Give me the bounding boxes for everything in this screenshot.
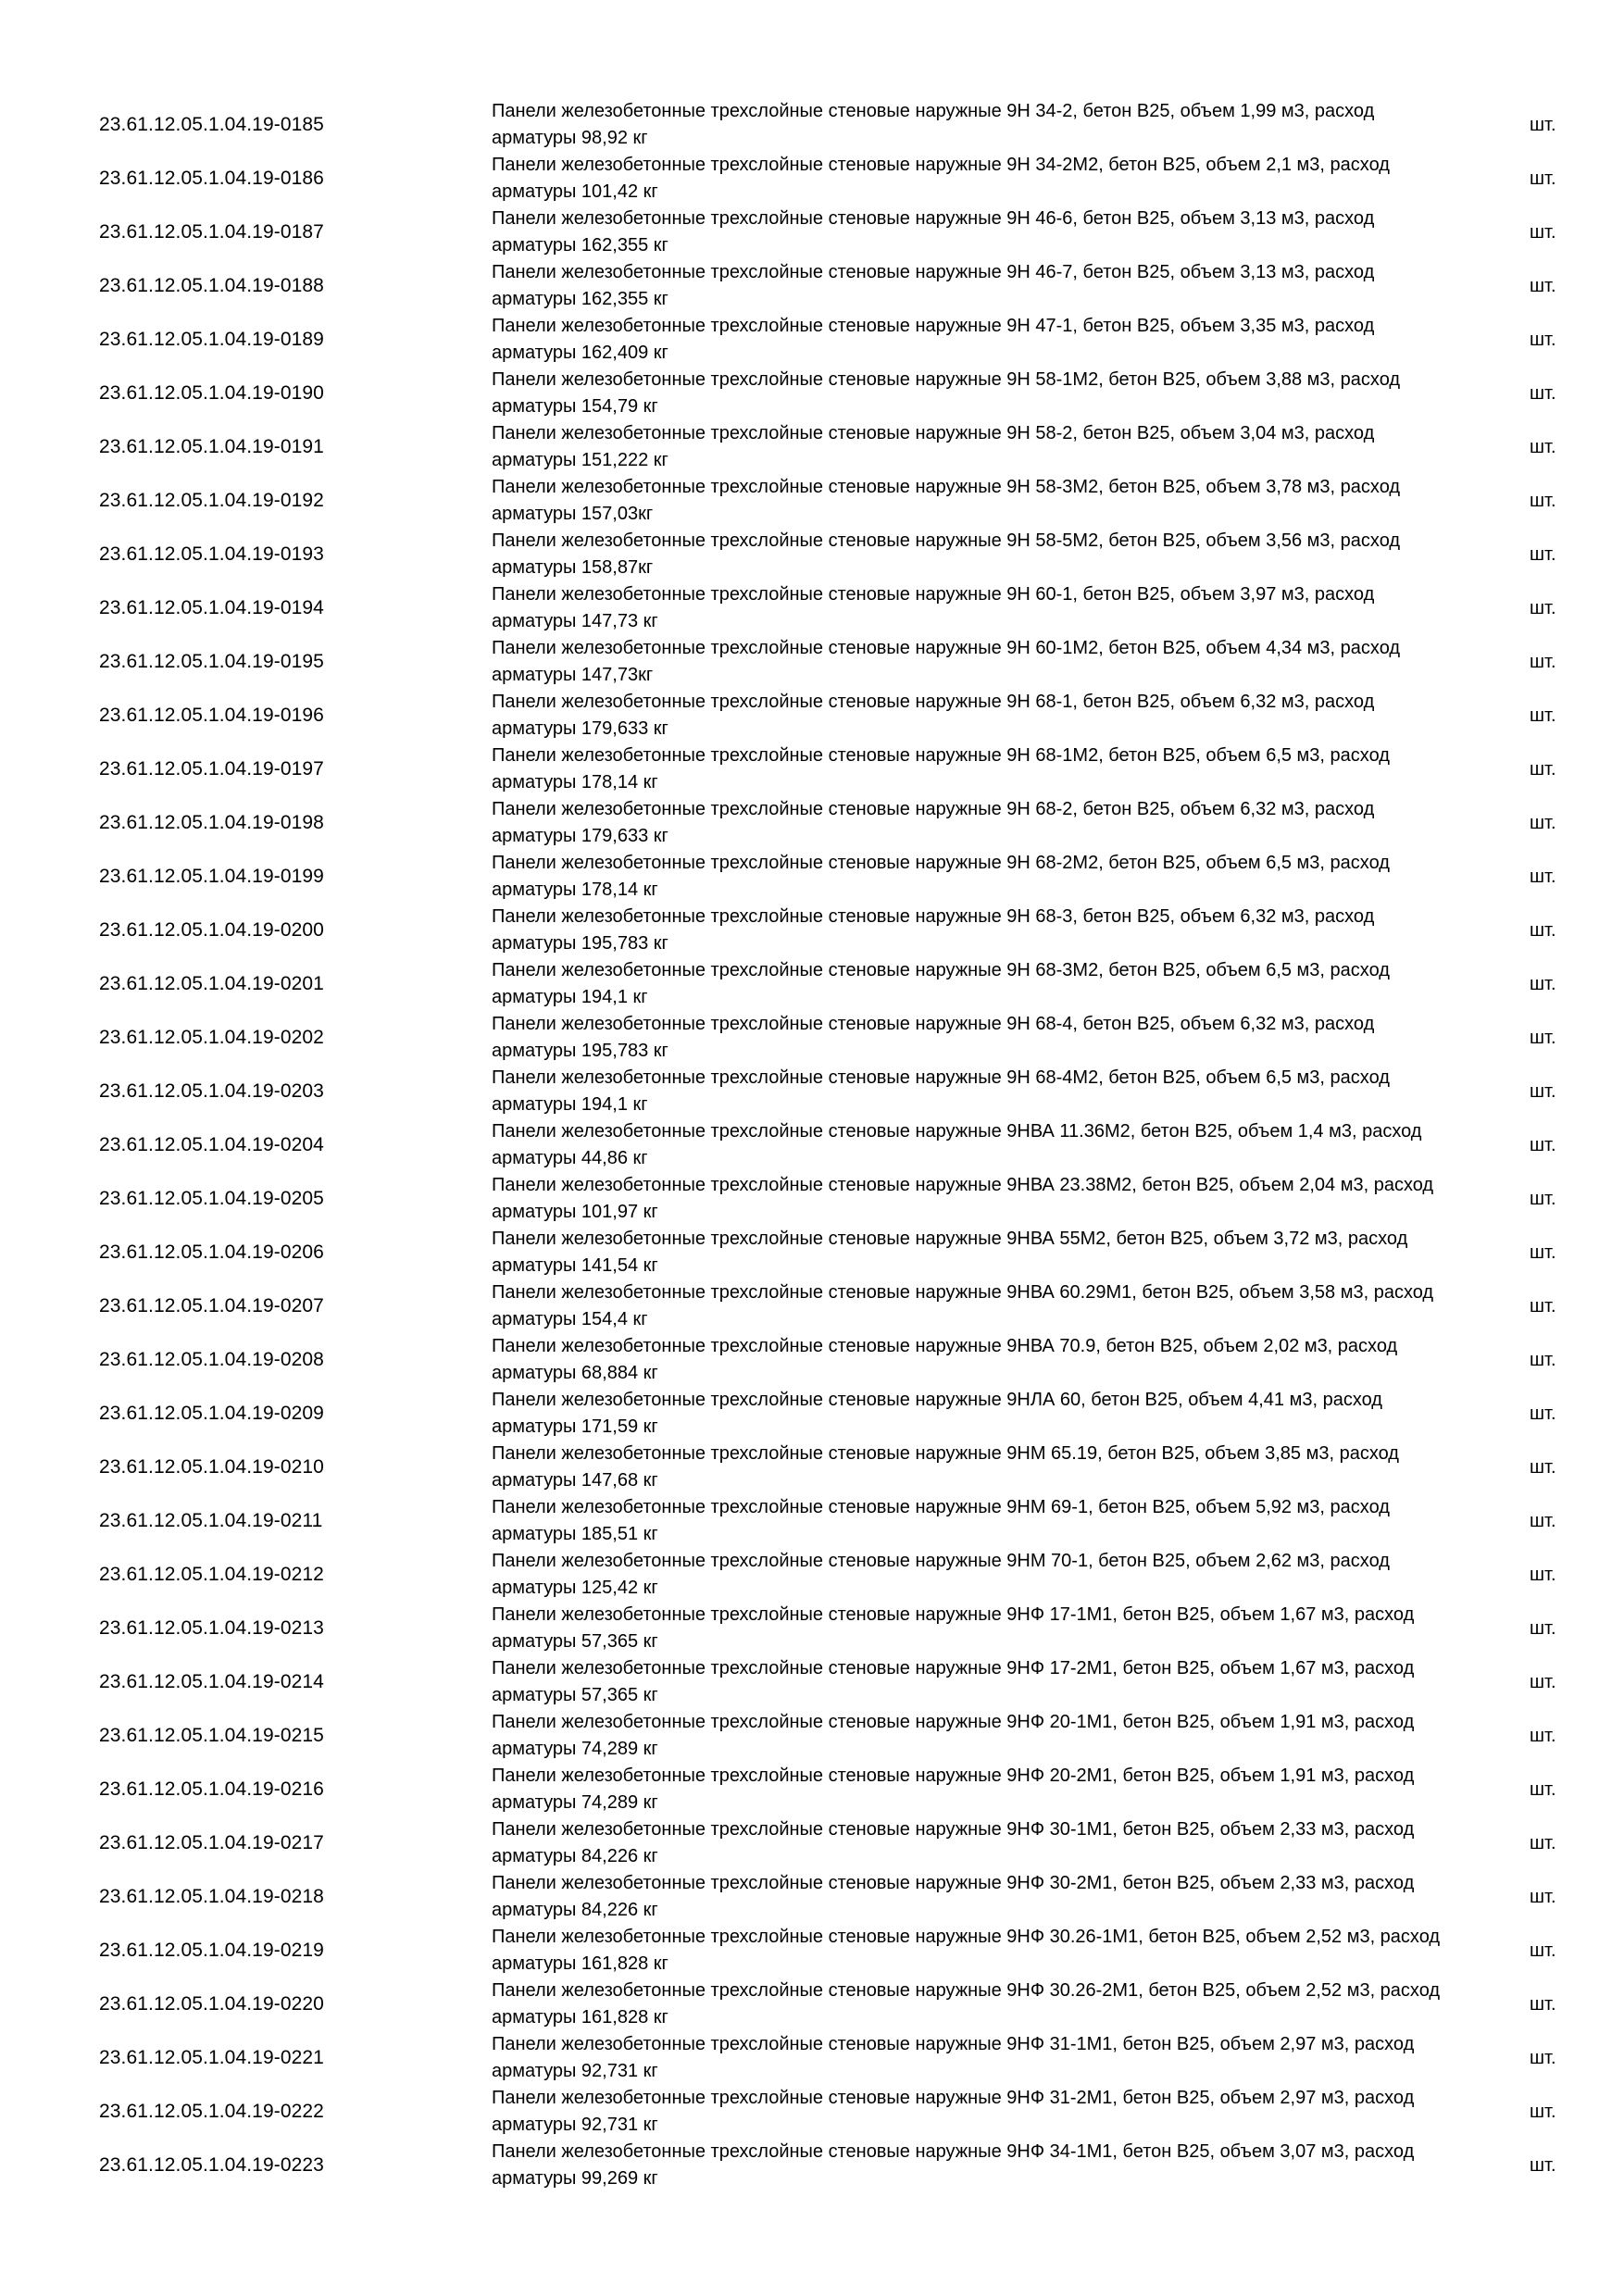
table-row — [0, 528, 1624, 581]
item-unit: шт. — [1530, 1564, 1556, 1585]
item-description: Панели железобетонные трехслойные стеновые наружные 9НФ 17-2М1, бетон В25, объем 1,67 м3, расход арматуры 57,365 кг — [492, 1658, 1415, 1705]
table-row — [0, 1763, 1624, 1816]
item-code: 23.61.12.05.1.04.19-0202 — [99, 1027, 324, 1048]
table-row — [0, 689, 1624, 742]
table-row — [0, 152, 1624, 206]
item-unit: шт. — [1530, 436, 1556, 457]
item-code: 23.61.12.05.1.04.19-0216 — [99, 1778, 324, 1800]
item-description: Панели железобетонные трехслойные стеновые наружные 9НМ 70-1, бетон В25, объем 2,62 м3, расход арматуры 125,42 кг — [492, 1551, 1390, 1598]
item-code: 23.61.12.05.1.04.19-0213 — [99, 1617, 324, 1639]
item-code: 23.61.12.05.1.04.19-0215 — [99, 1725, 324, 1746]
item-description: Панели железобетонные трехслойные стеновые наружные 9Н 68-3, бетон В25, объем 6,32 м3, расход арматуры 195,783 кг — [492, 906, 1375, 954]
item-unit: шт. — [1530, 168, 1556, 189]
item-unit: шт. — [1530, 114, 1556, 135]
item-description: Панели железобетонные трехслойные стеновые наружные 9Н 60-1М2, бетон В25, объем 4,34 м3, расход арматуры 147,73кг — [492, 638, 1401, 685]
item-code: 23.61.12.05.1.04.19-0205 — [99, 1188, 324, 1209]
item-code: 23.61.12.05.1.04.19-0209 — [99, 1403, 324, 1424]
table-row — [0, 850, 1624, 904]
table-row — [0, 2085, 1624, 2139]
item-code: 23.61.12.05.1.04.19-0211 — [99, 1510, 323, 1531]
price-table — [0, 98, 1624, 2192]
table-row — [0, 581, 1624, 635]
item-unit: шт. — [1530, 2154, 1556, 2176]
table-row — [0, 1978, 1624, 2031]
table-row — [0, 1333, 1624, 1387]
item-description: Панели железобетонные трехслойные стеновые наружные 9Н 58-1М2, бетон В25, объем 3,88 м3, расход арматуры 154,79 кг — [492, 369, 1401, 417]
item-description: Панели железобетонные трехслойные стеновые наружные 9НФ 30-1М1, бетон В25, объем 2,33 м3, расход арматуры 84,226 кг — [492, 1819, 1415, 1866]
item-code: 23.61.12.05.1.04.19-0222 — [99, 2101, 324, 2122]
table-row — [0, 1011, 1624, 1065]
item-code: 23.61.12.05.1.04.19-0204 — [99, 1134, 324, 1155]
item-description: Панели железобетонные трехслойные стеновые наружные 9НВА 60.29М1, бетон В25, объем 3,58 м3, расход арматуры 154,4 кг — [492, 1282, 1434, 1329]
item-description: Панели железобетонные трехслойные стеновые наружные 9Н 58-2, бетон В25, объем 3,04 м3, расход арматуры 151,222 кг — [492, 423, 1375, 470]
item-unit: шт. — [1530, 1403, 1556, 1424]
item-description: Панели железобетонные трехслойные стеновые наружные 9Н 58-5М2, бетон В25, объем 3,56 м3, расход арматуры 158,87кг — [492, 530, 1401, 578]
item-code: 23.61.12.05.1.04.19-0201 — [99, 973, 324, 994]
item-unit: шт. — [1530, 705, 1556, 726]
table-row — [0, 206, 1624, 259]
item-unit: шт. — [1530, 275, 1556, 296]
item-unit: шт. — [1530, 1778, 1556, 1800]
item-description: Панели железобетонные трехслойные стеновые наружные 9НЛА 60, бетон В25, объем 4,41 м3, расход арматуры 171,59 кг — [492, 1390, 1382, 1437]
table-row — [0, 1065, 1624, 1118]
table-row — [0, 1655, 1624, 1709]
table-row — [0, 1709, 1624, 1763]
item-unit: шт. — [1530, 490, 1556, 511]
item-unit: шт. — [1530, 919, 1556, 941]
item-unit: шт. — [1530, 382, 1556, 404]
item-description: Панели железобетонные трехслойные стеновые наружные 9Н 68-3М2, бетон В25, объем 6,5 м3, расход арматуры 194,1 кг — [492, 960, 1390, 1007]
item-unit: шт. — [1530, 1080, 1556, 1102]
item-code: 23.61.12.05.1.04.19-0218 — [99, 1886, 324, 1907]
item-description: Панели железобетонные трехслойные стеновые наружные 9Н 58-3М2, бетон В25, объем 3,78 м3, расход арматуры 157,03кг — [492, 477, 1401, 524]
item-unit: шт. — [1530, 1617, 1556, 1639]
item-unit: шт. — [1530, 1993, 1556, 2015]
item-description: Панели железобетонные трехслойные стеновые наружные 9НВА 55М2, бетон В25, объем 3,72 м3, расход арматуры 141,54 кг — [492, 1229, 1408, 1276]
table-row — [0, 1172, 1624, 1226]
item-code: 23.61.12.05.1.04.19-0193 — [99, 543, 324, 565]
item-description: Панели железобетонные трехслойные стеновые наружные 9НФ 17-1М1, бетон В25, объем 1,67 м3, расход арматуры 57,365 кг — [492, 1604, 1415, 1652]
item-code: 23.61.12.05.1.04.19-0208 — [99, 1349, 324, 1370]
item-code: 23.61.12.05.1.04.19-0214 — [99, 1671, 324, 1692]
item-code: 23.61.12.05.1.04.19-0189 — [99, 329, 324, 350]
table-row — [0, 259, 1624, 313]
item-unit: шт. — [1530, 1671, 1556, 1692]
item-code: 23.61.12.05.1.04.19-0220 — [99, 1993, 324, 2015]
item-code: 23.61.12.05.1.04.19-0223 — [99, 2154, 324, 2176]
table-row — [0, 1548, 1624, 1602]
item-description: Панели железобетонные трехслойные стеновые наружные 9НФ 30.26-1М1, бетон В25, объем 2,52 м3, расход арматуры 161,828 кг — [492, 1927, 1441, 1974]
item-description: Панели железобетонные трехслойные стеновые наружные 9НМ 69-1, бетон В25, объем 5,92 м3, расход арматуры 185,51 кг — [492, 1497, 1390, 1544]
item-unit: шт. — [1530, 597, 1556, 618]
item-unit: шт. — [1530, 2101, 1556, 2122]
table-row — [0, 2031, 1624, 2085]
table-row — [0, 635, 1624, 689]
item-code: 23.61.12.05.1.04.19-0217 — [99, 1832, 324, 1853]
table-row — [0, 742, 1624, 796]
item-code: 23.61.12.05.1.04.19-0197 — [99, 758, 324, 780]
item-code: 23.61.12.05.1.04.19-0188 — [99, 275, 324, 296]
table-row — [0, 957, 1624, 1011]
item-unit: шт. — [1530, 651, 1556, 672]
item-code: 23.61.12.05.1.04.19-0200 — [99, 919, 324, 941]
table-row — [0, 1602, 1624, 1655]
item-description: Панели железобетонные трехслойные стеновые наружные 9НФ 30-2М1, бетон В25, объем 2,33 м3, расход арматуры 84,226 кг — [492, 1873, 1415, 1920]
item-unit: шт. — [1530, 866, 1556, 887]
item-description: Панели железобетонные трехслойные стеновые наружные 9Н 68-4, бетон В25, объем 6,32 м3, расход арматуры 195,783 кг — [492, 1014, 1375, 1061]
table-row — [0, 1441, 1624, 1494]
item-description: Панели железобетонные трехслойные стеновые наружные 9Н 46-7, бетон В25, объем 3,13 м3, расход арматуры 162,355 кг — [492, 262, 1375, 309]
item-description: Панели железобетонные трехслойные стеновые наружные 9НМ 65.19, бетон В25, объем 3,85 м3, расход арматуры 147,68 кг — [492, 1443, 1399, 1491]
table-row — [0, 1387, 1624, 1441]
item-unit: шт. — [1530, 221, 1556, 243]
item-unit: шт. — [1530, 973, 1556, 994]
item-unit: шт. — [1530, 1940, 1556, 1961]
table-row — [0, 1494, 1624, 1548]
item-description: Панели железобетонные трехслойные стеновые наружные 9Н 46-6, бетон В25, объем 3,13 м3, расход арматуры 162,355 кг — [492, 208, 1375, 256]
item-code: 23.61.12.05.1.04.19-0210 — [99, 1456, 324, 1478]
item-unit: шт. — [1530, 1832, 1556, 1853]
item-description: Панели железобетонные трехслойные стеновые наружные 9НВА 70.9, бетон В25, объем 2,02 м3, расход арматуры 68,884 кг — [492, 1336, 1398, 1383]
table-row — [0, 1279, 1624, 1333]
table-row — [0, 1870, 1624, 1924]
item-unit: шт. — [1530, 329, 1556, 350]
item-code: 23.61.12.05.1.04.19-0186 — [99, 168, 324, 189]
item-unit: шт. — [1530, 812, 1556, 833]
table-row — [0, 2139, 1624, 2192]
item-unit: шт. — [1530, 1242, 1556, 1263]
item-code: 23.61.12.05.1.04.19-0196 — [99, 705, 324, 726]
item-description: Панели железобетонные трехслойные стеновые наружные 9Н 60-1, бетон В25, объем 3,97 м3, расход арматуры 147,73 кг — [492, 584, 1375, 631]
item-code: 23.61.12.05.1.04.19-0219 — [99, 1940, 324, 1961]
item-unit: шт. — [1530, 1349, 1556, 1370]
table-row — [0, 1226, 1624, 1279]
item-description: Панели железобетонные трехслойные стеновые наружные 9НФ 30.26-2М1, бетон В25, объем 2,52 м3, расход арматуры 161,828 кг — [492, 1980, 1441, 2028]
item-description: Панели железобетонные трехслойные стеновые наружные 9Н 68-1, бетон В25, объем 6,32 м3, расход арматуры 179,633 кг — [492, 692, 1375, 739]
item-unit: шт. — [1530, 1188, 1556, 1209]
table-row — [0, 98, 1624, 152]
item-description: Панели железобетонные трехслойные стеновые наружные 9Н 34-2, бетон В25, объем 1,99 м3, расход арматуры 98,92 кг — [492, 101, 1375, 148]
item-unit: шт. — [1530, 1295, 1556, 1316]
item-description: Панели железобетонные трехслойные стеновые наружные 9НФ 20-1М1, бетон В25, объем 1,91 м3, расход арматуры 74,289 кг — [492, 1712, 1415, 1759]
table-row — [0, 474, 1624, 528]
item-description: Панели железобетонные трехслойные стеновые наружные 9Н 68-4М2, бетон В25, объем 6,5 м3, расход арматуры 194,1 кг — [492, 1067, 1390, 1115]
item-unit: шт. — [1530, 1725, 1556, 1746]
item-unit: шт. — [1530, 543, 1556, 565]
item-unit: шт. — [1530, 1456, 1556, 1478]
item-description: Панели железобетонные трехслойные стеновые наружные 9НВА 23.38М2, бетон В25, объем 2,04 м3, расход арматуры 101,97 кг — [492, 1175, 1434, 1222]
item-unit: шт. — [1530, 1886, 1556, 1907]
item-unit: шт. — [1530, 1510, 1556, 1531]
item-code: 23.61.12.05.1.04.19-0191 — [99, 436, 324, 457]
item-description: Панели железобетонные трехслойные стеновые наружные 9Н 68-2, бетон В25, объем 6,32 м3, расход арматуры 179,633 кг — [492, 799, 1375, 846]
item-unit: шт. — [1530, 758, 1556, 780]
table-row — [0, 796, 1624, 850]
item-description: Панели железобетонные трехслойные стеновые наружные 9Н 34-2М2, бетон В25, объем 2,1 м3, расход арматуры 101,42 кг — [492, 155, 1390, 202]
item-unit: шт. — [1530, 1134, 1556, 1155]
item-description: Панели железобетонные трехслойные стеновые наружные 9НФ 34-1М1, бетон В25, объем 3,07 м3, расход арматуры 99,269 кг — [492, 2141, 1415, 2189]
item-code: 23.61.12.05.1.04.19-0198 — [99, 812, 324, 833]
item-description: Панели железобетонные трехслойные стеновые наружные 9НФ 31-1М1, бетон В25, объем 2,97 м3, расход арматуры 92,731 кг — [492, 2034, 1415, 2081]
table-row — [0, 1816, 1624, 1870]
item-unit: шт. — [1530, 1027, 1556, 1048]
item-description: Панели железобетонные трехслойные стеновые наружные 9Н 68-1М2, бетон В25, объем 6,5 м3, расход арматуры 178,14 кг — [492, 745, 1390, 792]
item-code: 23.61.12.05.1.04.19-0212 — [99, 1564, 324, 1585]
item-description: Панели железобетонные трехслойные стеновые наружные 9Н 47-1, бетон В25, объем 3,35 м3, расход арматуры 162,409 кг — [492, 316, 1375, 363]
item-code: 23.61.12.05.1.04.19-0190 — [99, 382, 324, 404]
item-code: 23.61.12.05.1.04.19-0207 — [99, 1295, 324, 1316]
item-code: 23.61.12.05.1.04.19-0195 — [99, 651, 324, 672]
item-code: 23.61.12.05.1.04.19-0185 — [99, 114, 324, 135]
item-unit: шт. — [1530, 2047, 1556, 2068]
item-description: Панели железобетонные трехслойные стеновые наружные 9НФ 20-2М1, бетон В25, объем 1,91 м3, расход арматуры 74,289 кг — [492, 1766, 1415, 1813]
table-row — [0, 1924, 1624, 1978]
table-row — [0, 367, 1624, 420]
item-description: Панели железобетонные трехслойные стеновые наружные 9НФ 31-2М1, бетон В25, объем 2,97 м3, расход арматуры 92,731 кг — [492, 2088, 1415, 2135]
item-code: 23.61.12.05.1.04.19-0206 — [99, 1242, 324, 1263]
table-row — [0, 420, 1624, 474]
item-description: Панели железобетонные трехслойные стеновые наружные 9НВА 11.36М2, бетон В25, объем 1,4 м3, расход арматуры 44,86 кг — [492, 1121, 1422, 1168]
table-row — [0, 904, 1624, 957]
item-code: 23.61.12.05.1.04.19-0221 — [99, 2047, 324, 2068]
table-row — [0, 313, 1624, 367]
table-row — [0, 1118, 1624, 1172]
item-code: 23.61.12.05.1.04.19-0192 — [99, 490, 324, 511]
item-code: 23.61.12.05.1.04.19-0203 — [99, 1080, 324, 1102]
item-description: Панели железобетонные трехслойные стеновые наружные 9Н 68-2М2, бетон В25, объем 6,5 м3, расход арматуры 178,14 кг — [492, 853, 1390, 900]
item-code: 23.61.12.05.1.04.19-0187 — [99, 221, 324, 243]
item-code: 23.61.12.05.1.04.19-0194 — [99, 597, 324, 618]
item-code: 23.61.12.05.1.04.19-0199 — [99, 866, 324, 887]
